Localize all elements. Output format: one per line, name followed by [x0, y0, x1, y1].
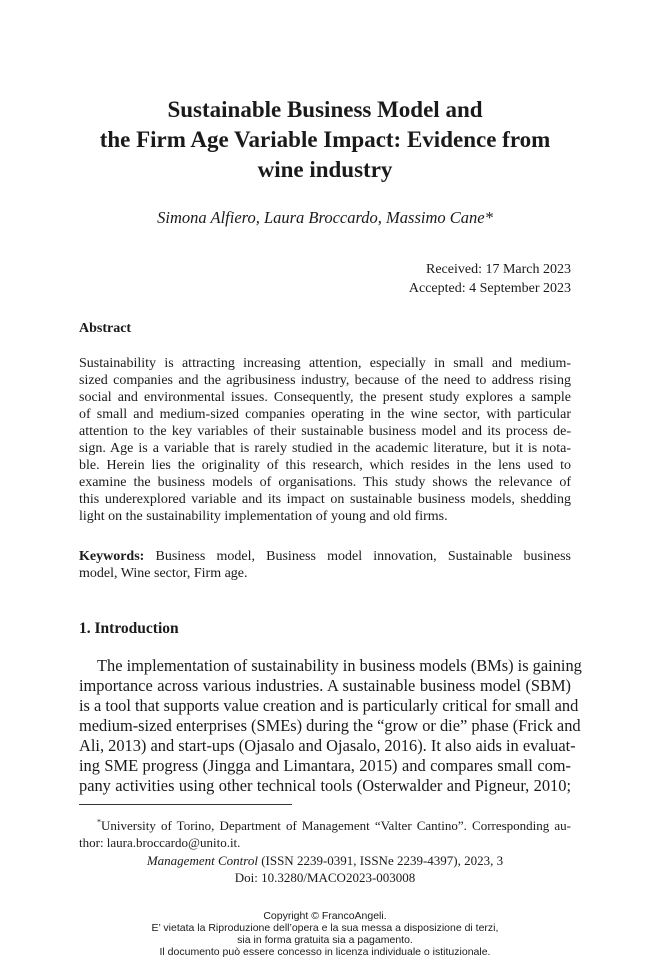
accepted-date: Accepted: 4 September 2023	[408, 281, 571, 296]
abstract-heading: Abstract	[79, 321, 132, 336]
intro-line: ing SME progress (Jingga and Limantara, 2015) and compares small com-	[79, 756, 571, 775]
abstract-line: light on the sustainability implementation of young and old firms.	[79, 509, 448, 524]
journal-name: Management Control	[146, 853, 258, 868]
footnote-divider	[79, 804, 292, 805]
footnote-line-2: thor: laura.broccardo@unito.it.	[79, 835, 241, 850]
intro-line: importance across various industries. A sustainable business model (SBM)	[79, 676, 571, 695]
keywords-line-2: model, Wine sector, Firm age.	[79, 566, 248, 581]
footnote-marker: *	[97, 817, 101, 827]
section-heading: 1. Introduction	[79, 620, 179, 637]
abstract-line: sized companies and the agribusiness industry, because of the need to address rising	[79, 373, 571, 388]
intro-line: Ali, 2013) and start-ups (Ojasalo and Ojasalo, 2016). It also aids in evaluat-	[79, 736, 576, 755]
intro-line: pany activities using other technical tools (Osterwalder and Pigneur, 2010;	[79, 776, 571, 795]
received-date: Received: 17 March 2023	[425, 262, 571, 277]
copyright-line: sia in forma gratuita sia a pagamento.	[237, 934, 413, 946]
keywords-text: Business model, Business model innovation, Sustainable business	[155, 549, 572, 564]
journal-issn: (ISSN 2239-0391, ISSNe 2239-4397), 2023, 3	[257, 853, 504, 868]
copyright-line: E’ vietata la Riproduzione dell’opera e la sua messa a disposizione di terzi,	[151, 922, 499, 934]
abstract-line: social and environmental issues. Consequently, the present study explores a sample	[79, 390, 571, 405]
doi[interactable]: Doi: 10.3280/MACO2023-003008	[234, 870, 416, 885]
abstract-line: this underexplored variable and its impact on sustainable business models, shedding	[79, 492, 571, 507]
copyright-line: Copyright © FrancoAngeli.	[263, 910, 387, 922]
journal-info	[0, 853, 650, 869]
keywords-label: Keywords:	[79, 549, 145, 564]
footnote-line-1	[97, 818, 571, 834]
intro-line: medium-sized enterprises (SMEs) during the “grow or die” phase (Frick and	[79, 716, 581, 735]
abstract-line: of small and medium-sized companies operating in the wine sector, with particular	[79, 407, 571, 422]
copyright-line: Il documento può essere concesso in licenza individuale o istituzionale.	[159, 946, 491, 958]
paper-title-line-3: wine industry	[257, 157, 393, 182]
intro-line: is a tool that supports value creation and is particularly critical for small and	[79, 696, 579, 715]
abstract-line: sign. Age is a variable that is rarely studied in the academic literature, but it is nota-	[79, 441, 571, 456]
author-list: Simona Alfiero, Laura Broccardo, Massimo Cane*	[157, 208, 493, 227]
footnote-text: University of Torino, Department of Management “Valter Cantino”. Corresponding au-	[101, 818, 571, 833]
abstract-line: Sustainability is attracting increasing attention, especially in small and medium-	[79, 356, 571, 371]
abstract-line: ble. Herein lies the originality of this research, which resides in the lens used to	[79, 458, 571, 473]
keywords-line-1	[79, 548, 571, 565]
intro-line: The implementation of sustainability in business models (BMs) is gaining	[97, 656, 582, 675]
paper-title-line-1: Sustainable Business Model and	[167, 97, 483, 122]
abstract-line: attention to the key variables of their sustainable business model and its process de-	[79, 424, 571, 439]
paper-title-line-2: the Firm Age Variable Impact: Evidence from	[99, 127, 551, 152]
abstract-line: examine the business models of organisations. This study shows the relevance of	[79, 475, 571, 490]
